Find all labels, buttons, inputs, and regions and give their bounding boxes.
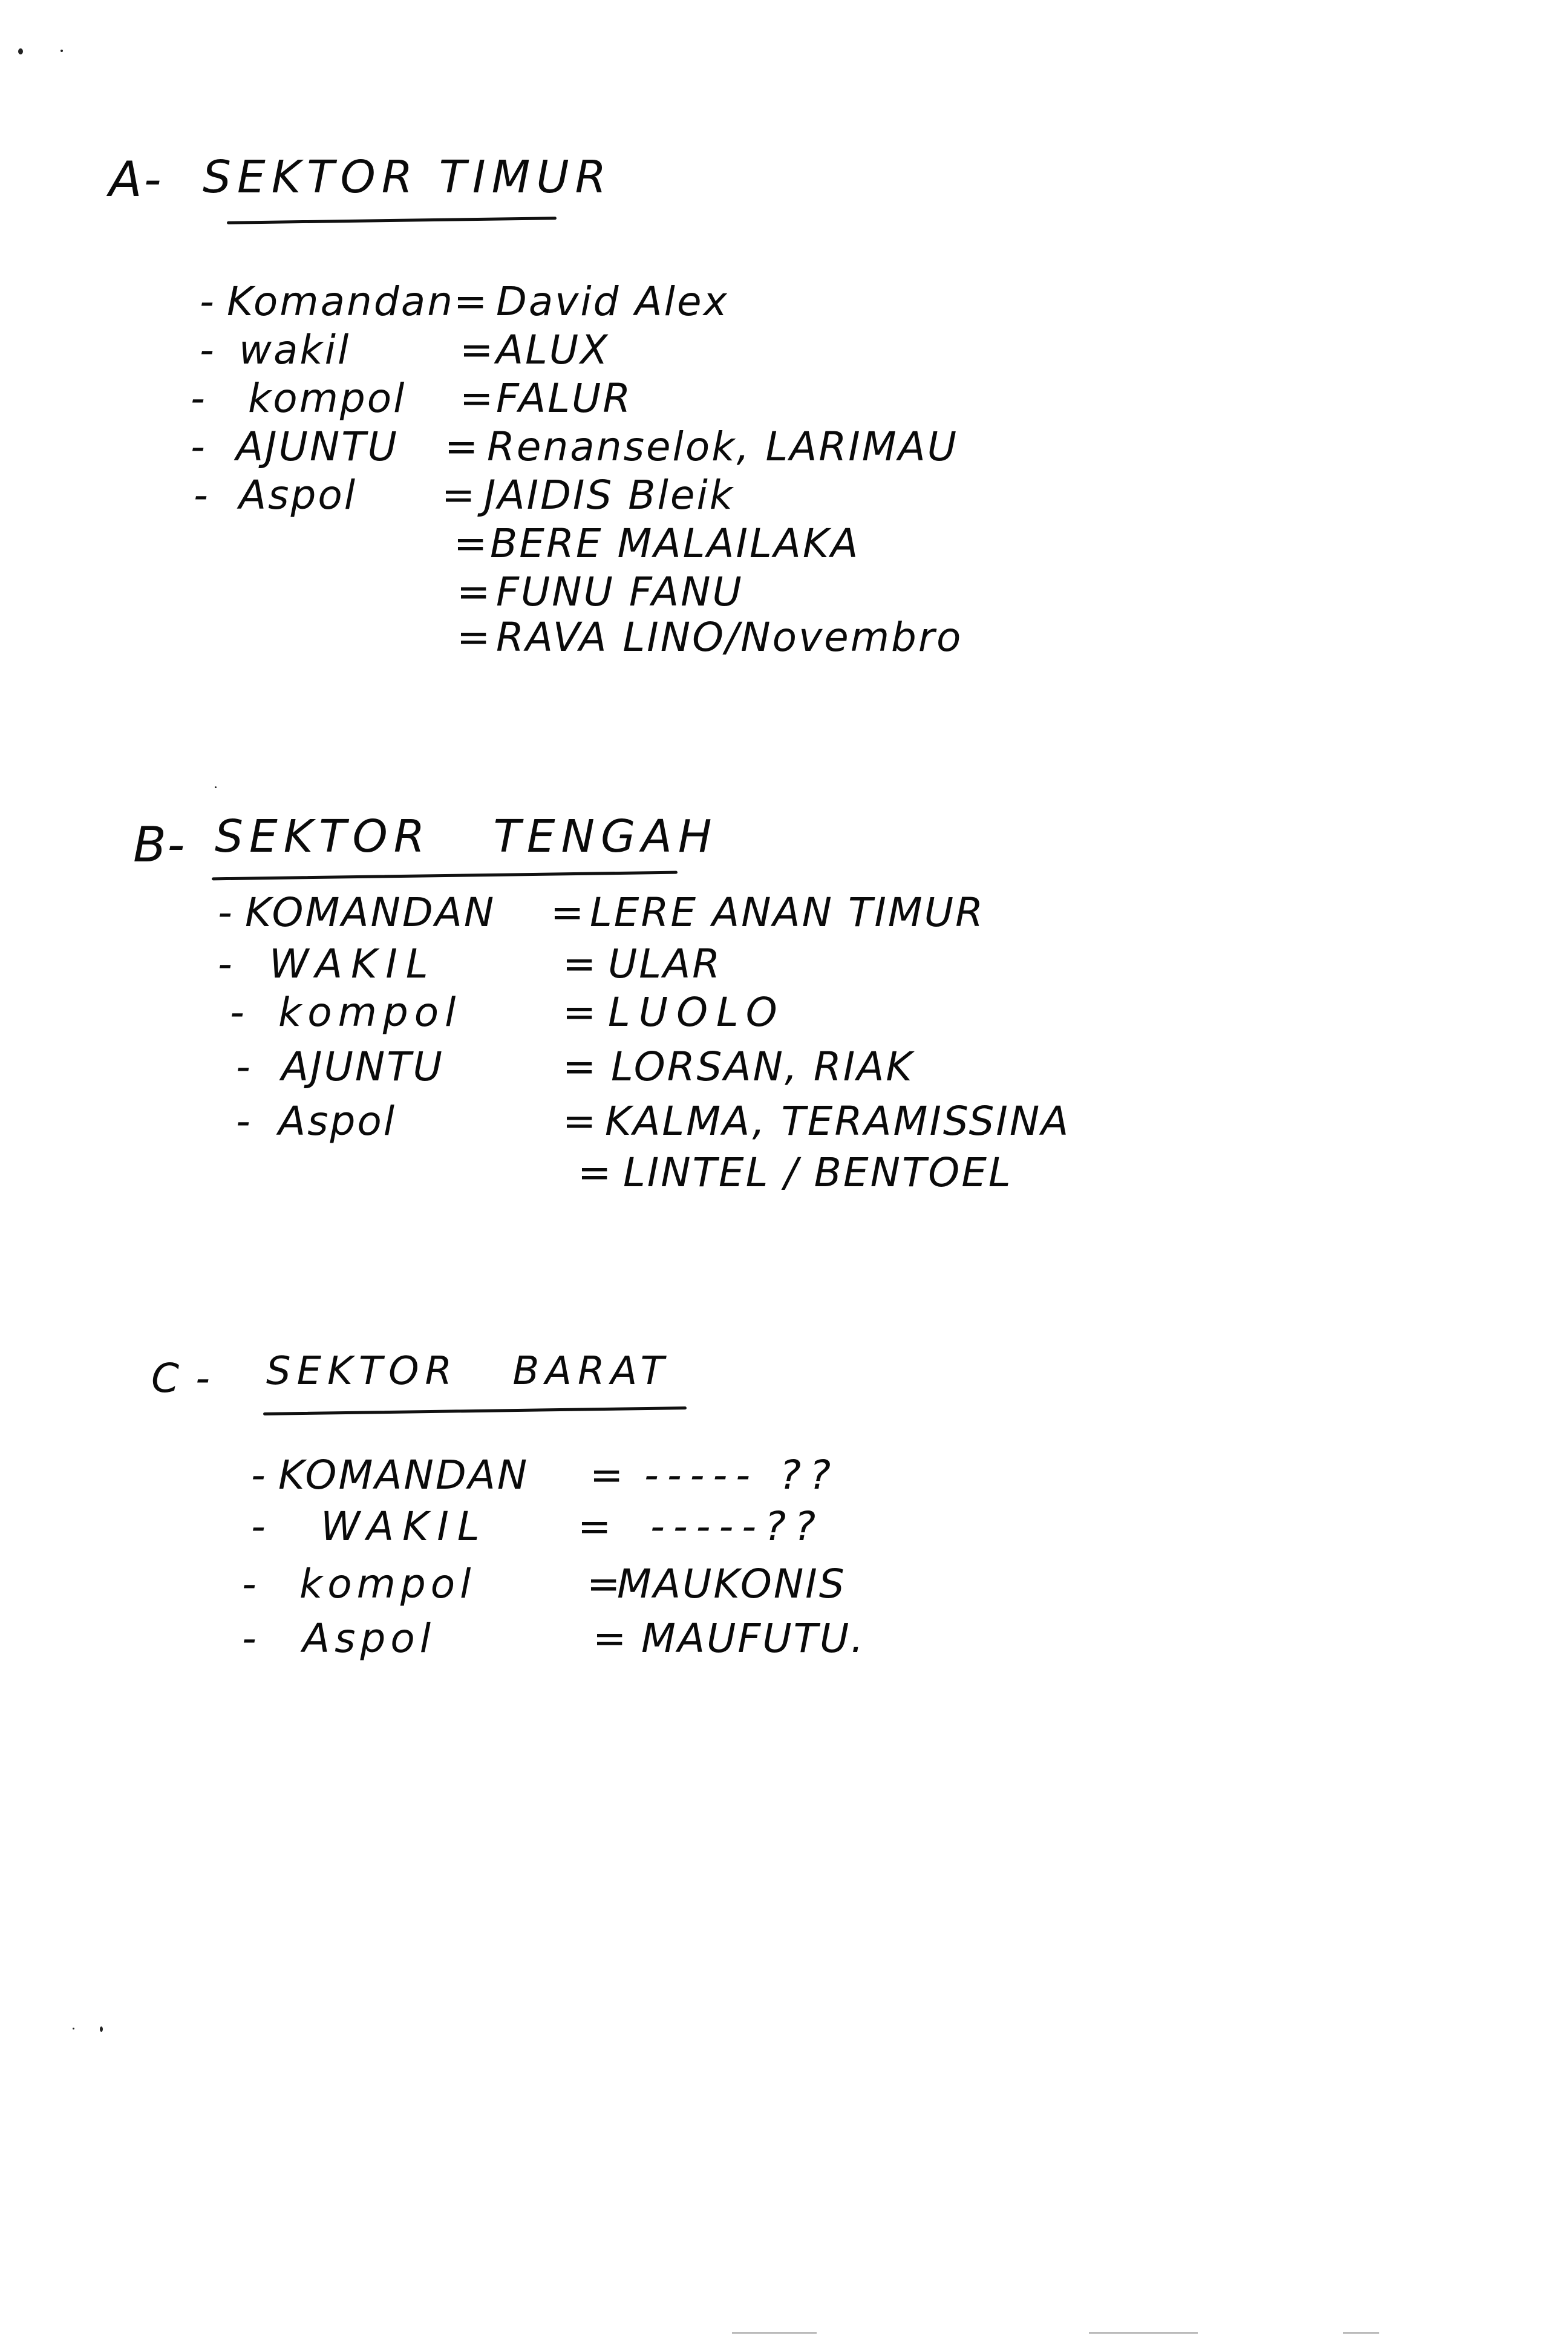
equals-sign: = — [578, 1149, 613, 1196]
roster-row — [200, 327, 986, 375]
title-underline — [227, 217, 557, 224]
roster-row — [242, 1615, 1028, 1664]
equals-sign: = — [457, 569, 492, 615]
equals-sign: = — [550, 889, 586, 936]
name-value: Renanselok, LARIMAU — [487, 423, 959, 470]
scan-speck — [18, 48, 23, 54]
equals-sign: = — [445, 423, 480, 470]
equals-sign: = — [578, 1503, 613, 1550]
role-label: KOMANDAN — [278, 1452, 529, 1498]
name-value: ALUX — [496, 327, 610, 373]
name-value: ULAR — [608, 941, 722, 987]
row-dash: - — [191, 423, 207, 470]
row-dash: - — [230, 989, 246, 1036]
name-value: David Alex — [496, 278, 729, 325]
equals-sign: = — [454, 520, 489, 567]
roster-row — [230, 989, 1137, 1037]
row-dash: - — [194, 472, 210, 518]
roster-row — [251, 1503, 1037, 1552]
name-value: FALUR — [496, 375, 633, 422]
role-label: kompol — [248, 375, 407, 422]
roster-row — [200, 278, 986, 327]
section-header — [133, 805, 1161, 877]
section-sektor-tengah — [133, 805, 1161, 1228]
role-label: AJUNTU — [281, 1043, 444, 1090]
section-letter: A- — [109, 151, 163, 207]
equals-sign: = — [460, 327, 495, 373]
scan-speck — [73, 2028, 74, 2029]
scan-speck — [215, 786, 217, 788]
scan-speck — [60, 50, 63, 52]
role-label: AJUNTU — [236, 423, 399, 470]
row-dash: - — [236, 1043, 252, 1090]
name-value: MAUKONIS — [617, 1561, 846, 1607]
roster-row — [194, 614, 1040, 662]
scan-artifact — [732, 2332, 817, 2334]
name-value: KALMA, TERAMISSINA — [605, 1098, 1071, 1144]
section-letter: C - — [151, 1355, 212, 1402]
roster-row — [218, 889, 1125, 938]
equals-sign: = — [590, 1452, 626, 1498]
name-value: MAUFUTU. — [641, 1615, 866, 1662]
name-value: RAVA LINO/Novembro — [496, 614, 963, 661]
row-dash: - — [236, 1098, 252, 1144]
title-underline — [212, 871, 678, 881]
section-header — [109, 151, 1016, 224]
name-value: JAIDIS Bleik — [484, 472, 735, 518]
row-dash: - — [218, 889, 234, 936]
scan-speck — [100, 2026, 103, 2032]
role-label: Aspol — [302, 1615, 436, 1662]
section-title: SEKTOR BARAT — [266, 1349, 670, 1394]
row-dash: - — [200, 327, 216, 373]
row-dash: - — [191, 375, 207, 422]
role-label: WAKIL — [321, 1503, 488, 1550]
section-title: SEKTOR TENGAH — [215, 811, 718, 863]
role-label: kompol — [299, 1561, 476, 1607]
title-underline — [263, 1406, 687, 1415]
roster-row — [236, 1149, 1143, 1198]
section-sektor-timur — [109, 151, 1016, 696]
scan-artifact — [1343, 2332, 1379, 2334]
equals-sign: = — [593, 1615, 629, 1662]
section-title: SEKTOR TIMUR — [203, 151, 613, 203]
roster-row — [251, 1452, 1037, 1500]
row-dash: - — [200, 278, 216, 325]
equals-sign: = — [442, 472, 477, 518]
role-label: WAKIL — [269, 941, 437, 987]
name-value: LUOLO — [608, 989, 786, 1036]
roster-row — [236, 1098, 1143, 1146]
equals-sign: = — [563, 1043, 598, 1090]
section-letter: B- — [133, 817, 187, 873]
role-label: Komandan — [227, 278, 455, 325]
equals-sign: = — [563, 941, 598, 987]
name-value: ----- ?? — [644, 1452, 840, 1498]
name-value: -----?? — [650, 1503, 825, 1550]
roster-row — [194, 472, 980, 520]
equals-sign: = — [460, 375, 495, 422]
role-label: Aspol — [239, 472, 358, 518]
roster-row — [191, 423, 1098, 472]
row-dash: - — [242, 1561, 258, 1607]
roster-row — [194, 569, 980, 617]
roster-row — [236, 1043, 1143, 1092]
roster-row — [218, 941, 1125, 989]
name-value: LERE ANAN TIMUR — [590, 889, 985, 936]
roster-row — [242, 1561, 1028, 1609]
row-dash: - — [251, 1503, 267, 1550]
role-label: wakil — [239, 327, 351, 373]
name-value: LORSAN, RIAK — [611, 1043, 914, 1090]
equals-sign: = — [454, 278, 489, 325]
role-label: kompol — [278, 989, 462, 1036]
row-dash: - — [242, 1615, 258, 1662]
scan-artifact — [1089, 2332, 1198, 2334]
role-label: KOMANDAN — [245, 889, 496, 936]
roster-row — [194, 520, 980, 569]
name-value: BERE MALAILAKA — [490, 520, 860, 567]
section-header — [151, 1343, 1180, 1415]
row-dash: - — [251, 1452, 267, 1498]
roster-row — [191, 375, 977, 423]
equals-sign: = — [457, 614, 492, 661]
name-value: LINTEL / BENTOEL — [623, 1149, 1013, 1196]
role-label: Aspol — [278, 1098, 397, 1144]
equals-sign: = — [587, 1561, 622, 1607]
name-value: FUNU FANU — [496, 569, 743, 615]
equals-sign: = — [563, 1098, 598, 1144]
section-sektor-barat — [151, 1343, 1180, 1706]
row-dash: - — [218, 941, 234, 987]
equals-sign: = — [563, 989, 598, 1036]
